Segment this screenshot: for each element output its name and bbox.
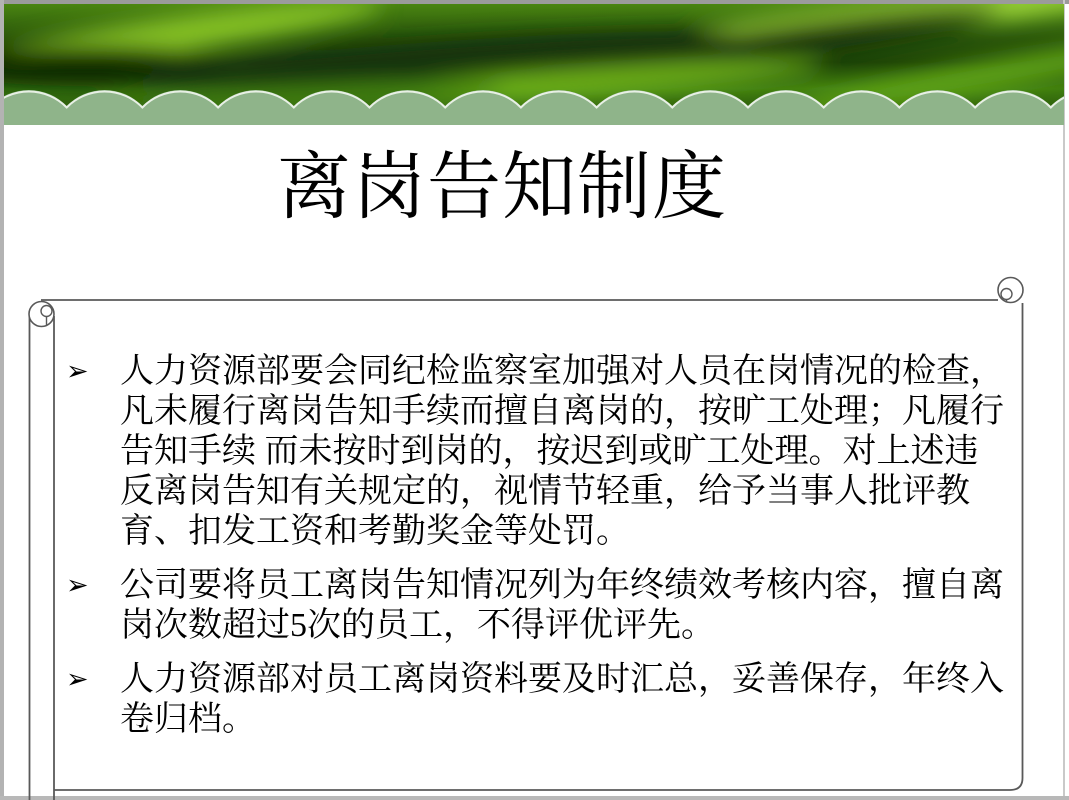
list-item <box>66 660 1006 740</box>
bullet-text: 人力资源部要会同纪检监察室加强对人员在岗情况的检查，凡未履行离岗告知手续而擅自离岗的，按旷工处理；凡履行告知手续 而未按时到岗的，按迟到或旷工处理。对上述违反离岗告知有关规定的，视情节轻重，给予当事人批评教育、扣发工资和考勤奖金等处罚。 <box>120 353 1004 550</box>
banner-image <box>4 4 1064 125</box>
list-item <box>66 566 1006 646</box>
bullet-text: 公司要将员工离岗告知情况列为年终绩效考核内容，擅自离岗次数超过5次的员工，不得评优评先。 <box>120 567 1004 644</box>
arrow-bullet-icon: ➢ <box>66 664 89 695</box>
bullet-text: 人力资源部对员工离岗资料要及时汇总，妥善保存，年终入卷归档。 <box>120 661 1004 738</box>
list-item <box>66 352 1006 552</box>
arrow-bullet-icon: ➢ <box>66 570 89 601</box>
arrow-bullet-icon: ➢ <box>66 356 89 387</box>
bullet-list <box>66 352 1006 754</box>
page-title: 离岗告知制度 <box>277 147 727 229</box>
